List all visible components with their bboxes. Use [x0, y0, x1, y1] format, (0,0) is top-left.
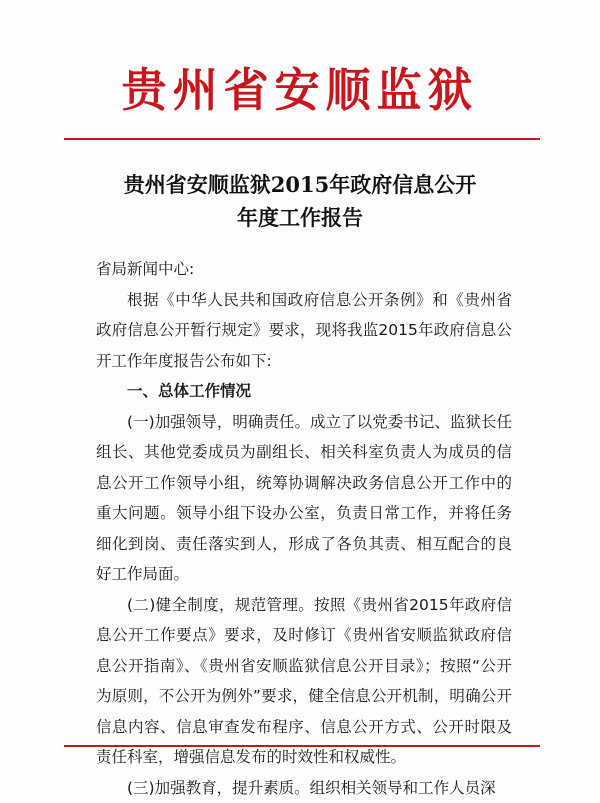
intro-paragraph: 根据《中华人民共和国政府信息公开条例》和《贵州省政府信息公开暂行规定》要求，现将我监2015年政府信息公开工作年度报告公布如下:	[96, 285, 512, 377]
paragraph-education: (三)加强教育，提升素质。组织相关领导和工作人员深	[96, 773, 512, 803]
salutation: 省局新闻中心:	[96, 254, 512, 285]
masthead-title: 贵州省安顺监狱	[6, 60, 594, 120]
section-heading-overview: 一、总体工作情况	[96, 376, 512, 407]
paragraph-system: (二)健全制度，规范管理。按照《贵州省2015年政府信息公开工作要点》要求，及时修订《贵州省安顺监狱政府信息公开指南》、《贵州省安顺监狱信息公开目录》；按照“公开为原则，不公开为例外”要求，健全信息公开机制，明确公开信息内容、信息审查发布程序、信息公开方式、公开时限及责任科室，增强信息发布的时效性和权威性。	[96, 590, 512, 773]
masthead-divider	[64, 138, 540, 140]
document-title	[0, 168, 600, 234]
document-title-line-2: 年度工作报告	[0, 201, 600, 234]
document-title-line-1: 贵州省安顺监狱2015年政府信息公开	[0, 168, 600, 201]
document-body	[96, 254, 512, 803]
footer-divider	[64, 745, 540, 747]
paragraph-leadership: (一)加强领导，明确责任。成立了以党委书记、监狱长任组长、其他党委成员为副组长、相关科室负责人为成员的信息公开工作领导小组，统筹协调解决政务信息公开工作中的重大问题。领导小组下设办公室，负责日常工作，并将任务细化到岗、责任落实到人，形成了各负其责、相互配合的良好工作局面。	[96, 407, 512, 590]
